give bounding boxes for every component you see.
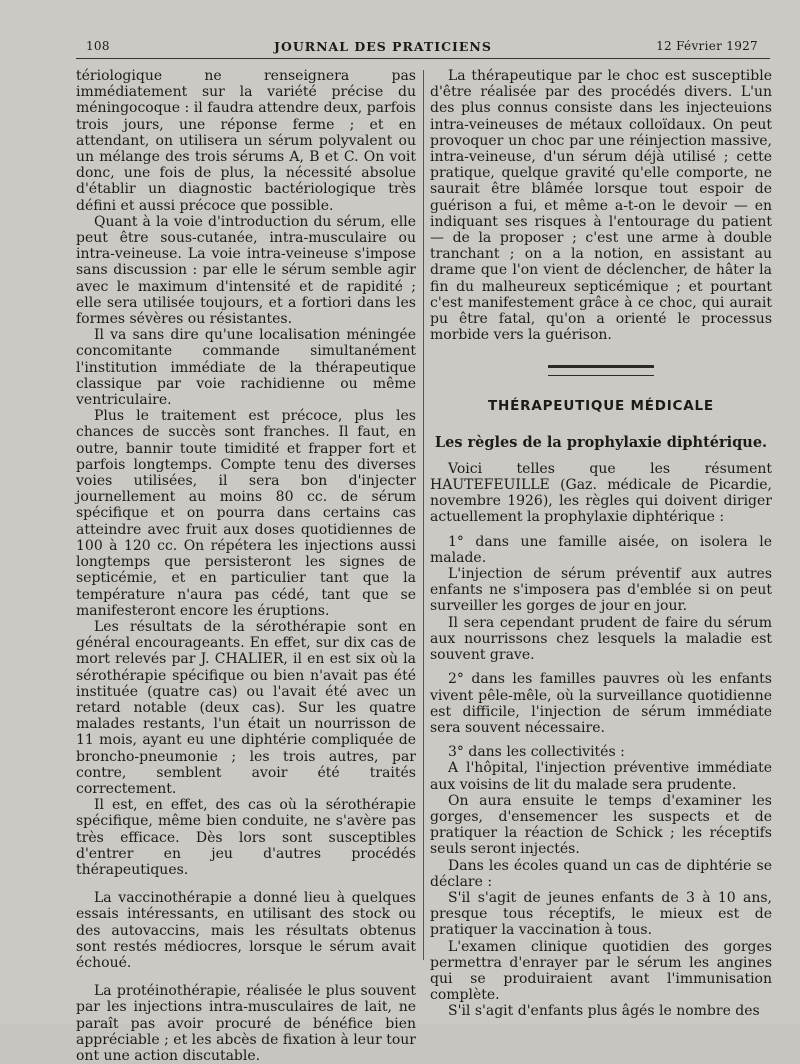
paragraph: 3° dans les collectivités : <box>448 744 625 761</box>
article-title: Les règles de la prophylaxie diphtérique. <box>434 433 768 451</box>
journal-title: JOURNAL DES PRATICIENS <box>274 38 492 54</box>
paragraph: La vaccinothérapie a donné lieu à quelques essais intéressants, en utilisant des stock ou des autovaccins, mais les résultats obtenus sont restés médiocres, lorsque le sérum avait échoué. <box>76 890 416 971</box>
paragraph: La thérapeutique par le choc est susceptible d'être réalisée par des procédés divers. L'un des plus connus consiste dans les injecteuions intra-veineuses de métaux colloïdaux. On peut provoquer un choc par une réinjection massive, intra-veineuse, d'un sérum déjà utilisé ; cette pratique, quelque gravité qu'elle comporte, ne saurait être blâmée lorsque tout espoir de guérison a fui, et même a-t-on le devoir — en indiquant ses risques à l'entourage du patient — de la proposer ; c'est une arme à double tranchant ; on a la notion, en assistant au drame que l'on vient de déclencher, de hâter la fin du malheureux septicémique ; et pourtant c'est manifestement grâce à ce choc, qui aurait pu être fatal, qu'on a orienté le processus morbide vers la guérison. <box>430 68 772 344</box>
paragraph: Quant à la voie d'introduction du sérum, elle peut être sous-cutanée, intra-musculaire ou intra-veineuse. La voie intra-veineuse s'impose sans discussion : par elle le sérum semble agir avec le maximum d'intensité et de rapidité ; elle sera utilisée toujours, et a fortiori dans les formes sévères ou résistantes. <box>76 213 416 328</box>
paragraph: S'il s'agit d'enfants plus âgés le nombre des <box>448 1003 760 1020</box>
paragraph: Les résultats de la sérothérapie sont en général encourageants. En effet, sur dix cas de mort relevés par J. CHALIER, il en est six où la sérothérapie spécifique ou bien n'avait pas été instituée (quatre cas) ou l'avait été avec un retard notable (deux cas). Sur les quatre malades restants, l'un était un nourrisson de 11 mois, ayant eu une diphtérie compliquée de broncho-pneumonie ; les trois autres, par contre, semblent avoir été traités correctement. <box>76 618 416 797</box>
paragraph: L'injection de sérum préventif aux autres enfants ne s'imposera pas d'emblée si on peut surveiller les gorges de jour en jour. <box>430 566 772 615</box>
paragraph: tériologique ne renseignera pas immédiatement sur la variété précise du méningocoque : il faudra attendre deux, parfois trois jours, une réponse ferme ; et en attendant, on utilisera un sérum polyvalent ou un mélange des trois sérums A, B et C. On voit donc, une fois de plus, la nécessité absolue d'établir un diagnostic bactériologique très défini et aussi précoce que possible. <box>76 68 416 214</box>
left-column <box>76 68 416 1064</box>
paragraph: S'il s'agit de jeunes enfants de 3 à 10 ans, presque tous réceptifs, le mieux est de pratiquer la vaccination à tous. <box>430 889 772 939</box>
paragraph: Il sera cependant prudent de faire du sérum aux nourrissons chez lesquels la maladie est souvent grave. <box>430 614 772 664</box>
paragraph: On aura ensuite le temps d'examiner les gorges, d'ensemencer les suspects et de pratiquer la réaction de Schick ; les réceptifs seuls seront injectés. <box>430 792 772 858</box>
paragraph: Dans les écoles quand un cas de diphtérie se déclare : <box>430 857 772 890</box>
paragraph: L'examen clinique quotidien des gorges permettra d'enrayer par le sérum les angines qui se produiraient avant l'immunisation complète. <box>430 938 772 1004</box>
paragraph: Il va sans dire qu'une localisation méningée concomitante commande simultanément l'institution immédiate de la thérapeutique classique par voie rachidienne ou même ventriculaire. <box>76 327 416 409</box>
paragraph: Voici telles que les résument HAUTEFEUILLE (Gaz. médicale de Picardie, novembre 1926), les règles qui doivent diriger actuellement la prophylaxie diphtérique : <box>430 460 772 526</box>
issue-date: 12 Février 1927 <box>656 39 758 53</box>
paragraph: Il est, en effet, des cas où la sérothérapie spécifique, même bien conduite, ne s'avère pas très efficace. Dès lors sont susceptibles d'entrer en jeu d'autres procédés thérapeutiques. <box>76 797 416 878</box>
paragraph: 2° dans les familles pauvres où les enfants vivent pêle-mêle, où la surveillance quotidienne est difficile, l'injection de sérum immédiate sera souvent nécessaire. <box>430 671 772 736</box>
running-header <box>86 36 758 56</box>
paragraph: 1° dans une famille aisée, on isolera le malade. <box>430 533 772 566</box>
page-number: 108 <box>86 39 110 53</box>
column-divider <box>423 70 424 960</box>
right-column <box>430 68 772 1020</box>
paragraph: Plus le traitement est précoce, plus les chances de succès sont franches. Il faut, en outre, bannir toute timidité et frapper fort et parfois longtemps. Compte tenu des diverses voies utilisées, il sera bon d'injecter journellement au moins 80 cc. de sérum spécifique et on pourra dans certains cas atteindre avec fruit aux doses quotidiennes de 100 à 120 cc. On répétera les injections aussi longtemps que persisteront les signes de septicémie, et en particulier tant que la température n'aura pas cédé, tant que se manifesteront encore les éruptions. <box>76 408 416 619</box>
section-title: THÉRAPEUTIQUE MÉDICALE <box>488 398 714 415</box>
paragraph: La protéinothérapie, réalisée le plus souvent par les injections intra-musculaires de lait, ne paraît pas avoir procuré de bénéfice bien appréciable ; et les abcès de fixation à leur tour ont une action discutable. <box>76 983 416 1064</box>
header-rule <box>76 58 770 59</box>
section-ornament-rule <box>548 365 654 376</box>
paragraph: A l'hôpital, l'injection préventive immédiate aux voisins de lit du malade sera prudente. <box>430 760 772 793</box>
